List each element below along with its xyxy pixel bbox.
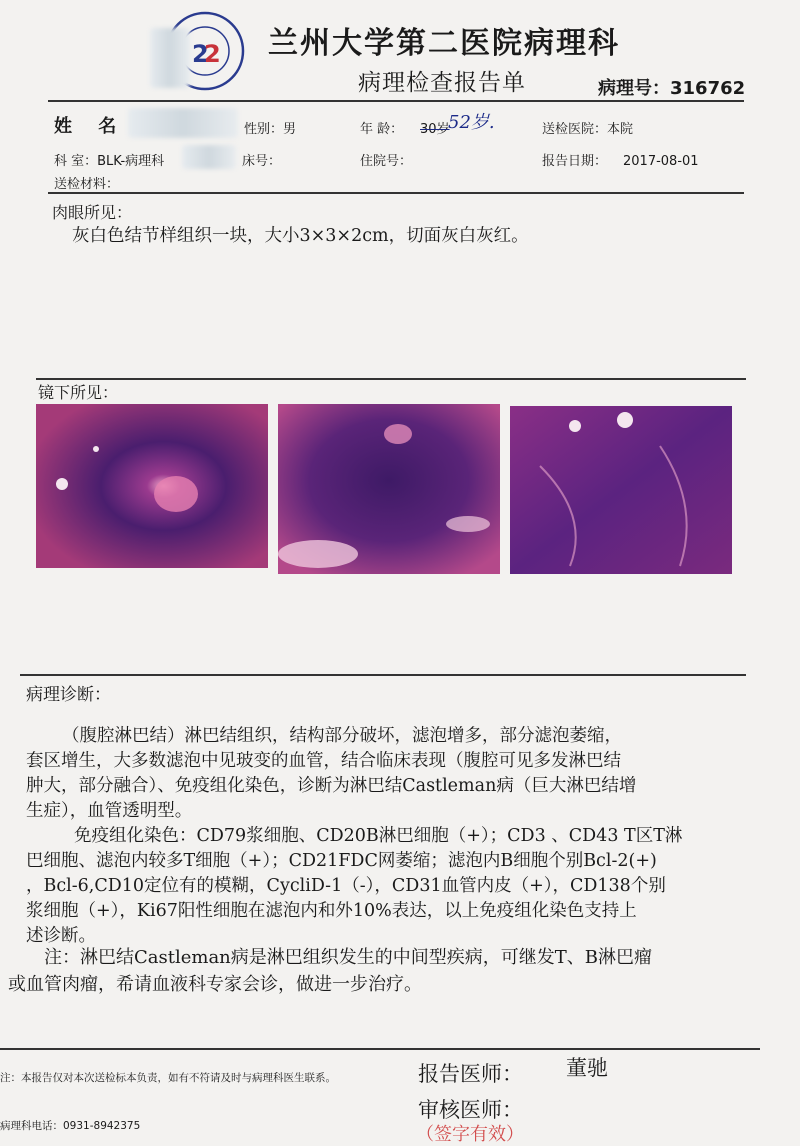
redacted-dept (182, 145, 236, 169)
redaction-header (150, 28, 190, 88)
redacted-name (128, 108, 238, 138)
micrograph-2-image (278, 404, 500, 574)
micro-heading: 镜下所见： (38, 383, 119, 402)
diagnosis-body: （腹腔淋巴结）淋巴结组织，结构部分破坏，滤泡增多，部分滤泡萎缩， 套区增生，大多数滤泡中见玻变的血管，结合临床表现（腹腔可见多发淋巴结 肿大，部分融合）、免疫组化染色，诊断为淋巴结Castleman病（巨大淋巴结增 生症），血管透明型。 免疫组化染色：CD79浆细胞、CD20B淋巴细胞（+）；CD3 、CD43 T区T淋 巴细胞、滤泡内较多T细胞（+）；CD21FDC网萎缩；滤泡内B细胞个别Bcl-2(+) ，Bcl-6,CD10定位有的模糊，CycliD-1（-），CD31血管内皮（+），CD138个别 浆细胞（+），Ki67阳性细胞在滤泡内和外10%表达，以上免疫组化染色支持上 述诊断。 (26, 726, 683, 946)
diagnosis-note: 注：淋巴结Castleman病是淋巴组织发生的中间型疾病，可继发T、B淋巴瘤 或血管肉瘤，希请血液科专家会诊，做进一步治疗。 (8, 947, 653, 995)
reviewer-label: 审核医师： (418, 1098, 523, 1122)
signature-note: （签字有效） (416, 1124, 524, 1145)
inpatient-label: 住院号： (360, 154, 413, 169)
gross-text: 灰白色结节样组织一块，大小3×3×2cm，切面灰白灰红。 (72, 226, 529, 246)
dept-field: 科 室：BLK-病理科 (54, 154, 165, 169)
micrograph-1-image (36, 404, 268, 568)
gender-field: 性别：男 (244, 122, 297, 137)
name-label: 姓 名 (54, 116, 127, 137)
phone: 病理科电话：0931-8942375 (0, 1120, 141, 1132)
hospital-field: 送检医院：本院 (542, 122, 634, 137)
micro-divider (20, 674, 746, 676)
material-label: 送检材料： (54, 177, 120, 192)
info-divider (48, 192, 744, 194)
micrograph-1 (36, 404, 268, 568)
footer-divider (0, 1048, 760, 1050)
age-printed-struck: 30岁 (420, 122, 450, 137)
svg-text:2: 2 (192, 40, 209, 68)
reporter-name: 董驰 (566, 1056, 608, 1080)
report-title: 病理检查报告单 (358, 70, 526, 96)
bed-label: 床号： (242, 154, 282, 169)
svg-text:2: 2 (204, 40, 221, 68)
age-handwritten: 52岁. (448, 112, 495, 133)
micrograph-3 (510, 406, 732, 574)
age-label: 年 龄： (360, 122, 404, 137)
gross-divider (36, 378, 746, 380)
pathology-number: 病理号：316762 (598, 78, 746, 99)
micrograph-2 (278, 404, 500, 574)
gross-heading: 肉眼所见： (52, 203, 133, 222)
reporter-label: 报告医师： (418, 1062, 523, 1086)
micrograph-3-image (510, 406, 732, 574)
header-divider (48, 100, 744, 102)
report-date-field: 报告日期： 2017-08-01 (542, 154, 699, 169)
diagnosis-heading: 病理诊断： (26, 685, 111, 705)
disclaimer: 注：本报告仅对本次送检标本负责，如有不符请及时与病理科医生联系。 (0, 1072, 336, 1084)
hospital-title: 兰州大学第二医院病理科 (268, 26, 620, 61)
